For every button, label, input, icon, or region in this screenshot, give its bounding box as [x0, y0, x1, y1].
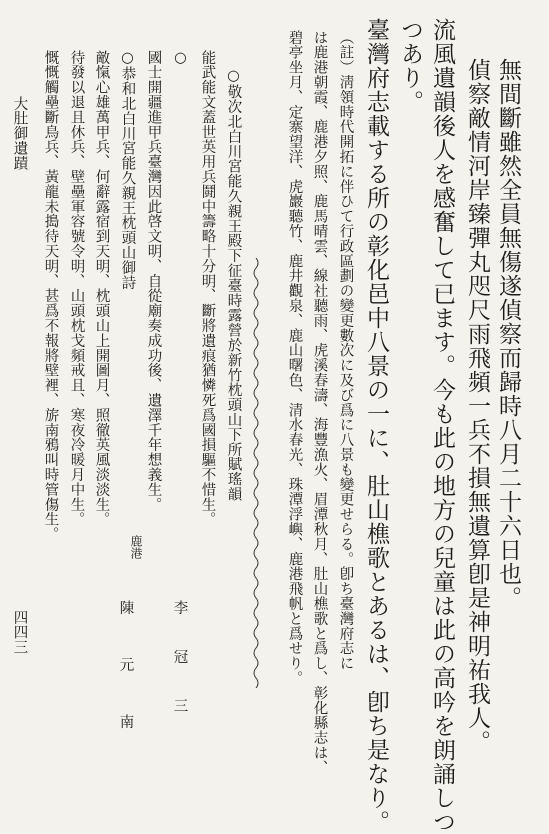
- poem1-title: ○敬次北白川宮能久親王殿下征臺時露營於新竹枕頭山下所賦瑤韻: [225, 68, 242, 502]
- poem2-title: ○恭和北白川宮能久親王枕頭山御詩: [119, 50, 136, 290]
- poem2-verse-3: 慨慨觸壘斷鳥兵、黃龍未搗待天明、甚爲不報將壁裡、旂南鴉叫時管傷生。: [42, 50, 59, 542]
- note-line-3: 碧亭坐月、定寨望洋、虎巖聽竹、鹿井觀泉、鹿山曙色、清水春光、珠潭浮嶼、鹿港飛帆と爲せり。: [286, 30, 303, 686]
- poem1-mark: ○: [172, 50, 189, 67]
- poem2-author: 陳 元 南: [117, 600, 134, 743]
- page-number: 四四三: [11, 610, 28, 655]
- note-line-1: （註）淸領時代開拓に伴ひて行政區劃の變更數次に及び爲に八景も變更せらる。卽ち臺灣府志に: [337, 30, 354, 671]
- poem1-verse: 能武能文蓋世英用兵鬪中籌略十分明、斷將遺痕猶憐死爲國損驅不惜生。: [199, 50, 216, 527]
- note-line-2: は鹿港朝霞、鹿港夕照、鹿馬晴雲、線社聽雨、虎溪春濤、海豐漁火、眉潭秋月、肚山樵歌と爲し、彰化縣志は、: [311, 30, 328, 775]
- body-line-1: 無間斷雖然全員無傷遂偵察而歸時八月二十六日也。: [495, 58, 521, 610]
- body-line-4: つあり。: [397, 18, 423, 114]
- poem2-verse: 國士開疆進甲兵臺灣因此啓文明、自從廟奏成功後、遺澤千年想義生。: [145, 50, 162, 512]
- wavy-separator: [252, 258, 260, 688]
- poem1-author: 李 冠 三: [171, 600, 188, 723]
- poem2-verse-1: 敵愾心雄萬甲兵、何辭露宿到天明、枕頭山上開圖月、照徹英風淡淡生。: [93, 50, 110, 527]
- body-line-2: 偵察敵情河岸臻彈丸咫尺雨飛頻一兵不損無遺算卽是神明祐我人。: [464, 58, 490, 754]
- body-line-5: 臺灣府志載する所の彰化邑中八景の一に、肚山樵歌とあるは、卽ち是なり。: [363, 18, 389, 834]
- body-line-3: 流風遺韻後人を感奮して已ます。今も此の地方の兒童は此の高吟を朗誦しつ: [429, 18, 455, 834]
- section-title: 大肚御遺蹟: [11, 96, 28, 171]
- poem2-author-prefix: 鹿港: [129, 535, 143, 559]
- poem2-verse-2: 待發以退且休兵、壁壘軍容號令明、山頭枕戈頻戒且、寒夜冷暖月中生。: [68, 50, 85, 527]
